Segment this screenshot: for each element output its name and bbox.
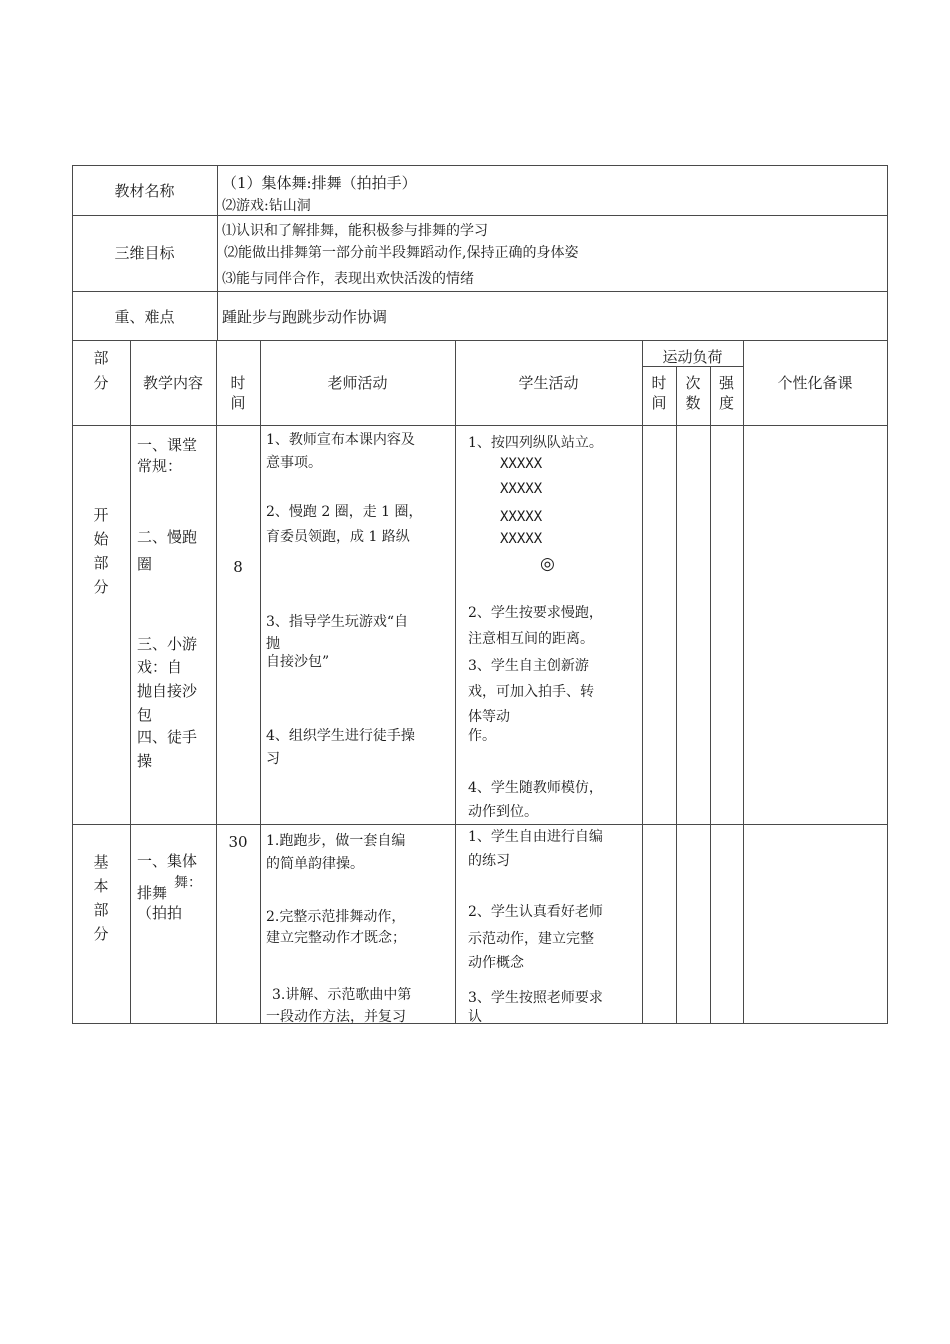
header-load-time-2: 间: [651, 394, 667, 412]
basic-student-line: 3、学生按照老师要求: [468, 990, 603, 1006]
divider-col-teacher: [455, 340, 456, 1024]
start-time: 8: [233, 558, 243, 576]
basic-student-line: 2、学生认真看好老师: [468, 904, 603, 920]
basic-teacher-line: 3.讲解、示范歌曲中第: [272, 987, 412, 1003]
divider-col-load: [743, 340, 744, 1024]
start-teacher-line: 2、慢跑 2 圈，走 1 圈，: [266, 504, 423, 520]
basic-content-line: （拍拍: [137, 904, 183, 922]
header-notes: 个性化备课: [777, 374, 853, 392]
border-top: [72, 165, 888, 166]
header-teacher: 老师活动: [327, 374, 388, 392]
start-content-line: 二、慢跑: [137, 528, 198, 546]
material-label: 教材名称: [114, 182, 175, 200]
header-part-2: 分: [93, 374, 109, 392]
border-left: [72, 165, 73, 1024]
divider-header: [72, 425, 888, 426]
start-content-line: 一、课堂: [137, 436, 198, 454]
divider-label-col: [217, 165, 218, 340]
start-student-line: 2、学生按要求慢跑，: [468, 605, 603, 621]
start-student-line: 作。: [468, 728, 496, 744]
teacher-position-icon: ◎: [540, 554, 555, 574]
goal-item-2: ⑵能做出排舞第一部分前半段舞蹈动作,保持正确的身体姿: [224, 245, 579, 261]
formation-row: XXXXX: [500, 509, 543, 525]
basic-student-line: 认: [468, 1009, 482, 1025]
divider-row-1: [72, 215, 888, 216]
start-content-line: 抛自接沙: [137, 682, 198, 700]
divider-col-student: [642, 340, 643, 1024]
start-student-line: 戏，可加入拍手、转: [468, 684, 594, 700]
divider-col-content: [216, 340, 217, 1024]
basic-student-line: 动作概念: [468, 955, 524, 971]
formation-row: XXXXX: [500, 531, 543, 547]
divider-col-time: [260, 340, 261, 1024]
goal-item-1: ⑴认识和了解排舞，能积极参与排舞的学习: [222, 223, 488, 239]
header-student: 学生活动: [518, 374, 579, 392]
goals-label: 三维目标: [114, 244, 175, 262]
header-content: 教学内容: [142, 374, 203, 392]
header-load-time-1: 时: [651, 374, 667, 392]
start-content-line: 四、徒手: [137, 728, 198, 746]
basic-teacher-line: 一段动作方法，并复习: [266, 1009, 406, 1025]
divider-row-3: [72, 340, 888, 341]
start-student-line: 注意相互间的距离。: [468, 631, 594, 647]
header-load-count-2: 数: [685, 394, 701, 412]
divider-col-load-count: [710, 366, 711, 1024]
header-load-intensity-1: 强: [718, 374, 734, 392]
basic-teacher-line: 建立完整动作才既念；: [266, 930, 406, 946]
start-content-line: 操: [137, 752, 153, 770]
key-points-label: 重、难点: [114, 308, 175, 326]
key-points-value: 踵趾步与跑跳步动作协调: [222, 308, 388, 326]
basic-content-line: 排舞: [137, 884, 168, 902]
material-item-2: ⑵游戏:钻山洞: [222, 198, 311, 214]
start-student-line: 1、按四列纵队站立。: [468, 435, 603, 451]
start-teacher-line: 1、教师宣布本课内容及: [266, 432, 415, 448]
start-content-line: 常规：: [137, 457, 183, 475]
divider-col-load-time: [676, 366, 677, 1024]
start-teacher-line: 育委员领跑，成 1 路纵: [266, 529, 410, 545]
start-teacher-line: 3、指导学生玩游戏“自: [266, 614, 409, 630]
divider-col-part: [130, 340, 131, 1024]
basic-student-line: 示范动作，建立完整: [468, 931, 594, 947]
basic-content-line: 一、集体: [137, 852, 198, 870]
start-student-line: 体等动: [468, 709, 510, 725]
start-teacher-line: 抛: [266, 636, 280, 652]
start-content-line: 圈: [137, 555, 153, 573]
header-time-2: 间: [230, 394, 246, 412]
header-load-count-1: 次: [685, 374, 701, 392]
basic-teacher-line: 的简单韵律操。: [266, 856, 364, 872]
basic-student-line: 1、学生自由进行自编: [468, 829, 603, 845]
basic-teacher-line: 2.完整示范排舞动作，: [266, 909, 406, 925]
basic-content-line: 舞：: [174, 875, 202, 891]
header-part-1: 部: [93, 349, 109, 367]
basic-teacher-line: 1.跑跑步，做一套自编: [266, 833, 406, 849]
material-item-1: （1）集体舞:排舞（拍拍手）: [222, 174, 417, 192]
start-teacher-line: 习: [266, 751, 280, 767]
start-teacher-line: 意事项。: [266, 455, 322, 471]
divider-row-2: [72, 291, 888, 292]
header-time-1: 时: [230, 374, 246, 392]
start-content-line: 包: [137, 706, 153, 724]
start-part-label: 开始部分: [93, 506, 109, 596]
start-content-line: 三、小游: [137, 635, 198, 653]
start-content-line: 戏：自: [137, 658, 183, 676]
basic-time: 30: [228, 833, 248, 851]
start-student-line: 动作到位。: [468, 804, 538, 820]
formation-row: XXXXX: [500, 481, 543, 497]
header-load: 运动负荷: [662, 348, 723, 366]
header-load-intensity-2: 度: [718, 394, 734, 412]
start-teacher-line: 自接沙包”: [266, 654, 330, 670]
start-student-line: 4、学生随教师模仿，: [468, 780, 603, 796]
formation-row: XXXXX: [500, 456, 543, 472]
border-right: [887, 165, 888, 1024]
basic-student-line: 的练习: [468, 853, 510, 869]
start-student-line: 3、学生自主创新游: [468, 658, 589, 674]
basic-part-label: 基本部分: [93, 853, 109, 943]
start-teacher-line: 4、组织学生进行徒手操: [266, 728, 415, 744]
goal-item-3: ⑶能与同伴合作，表现出欢快活泼的情绪: [222, 271, 474, 287]
